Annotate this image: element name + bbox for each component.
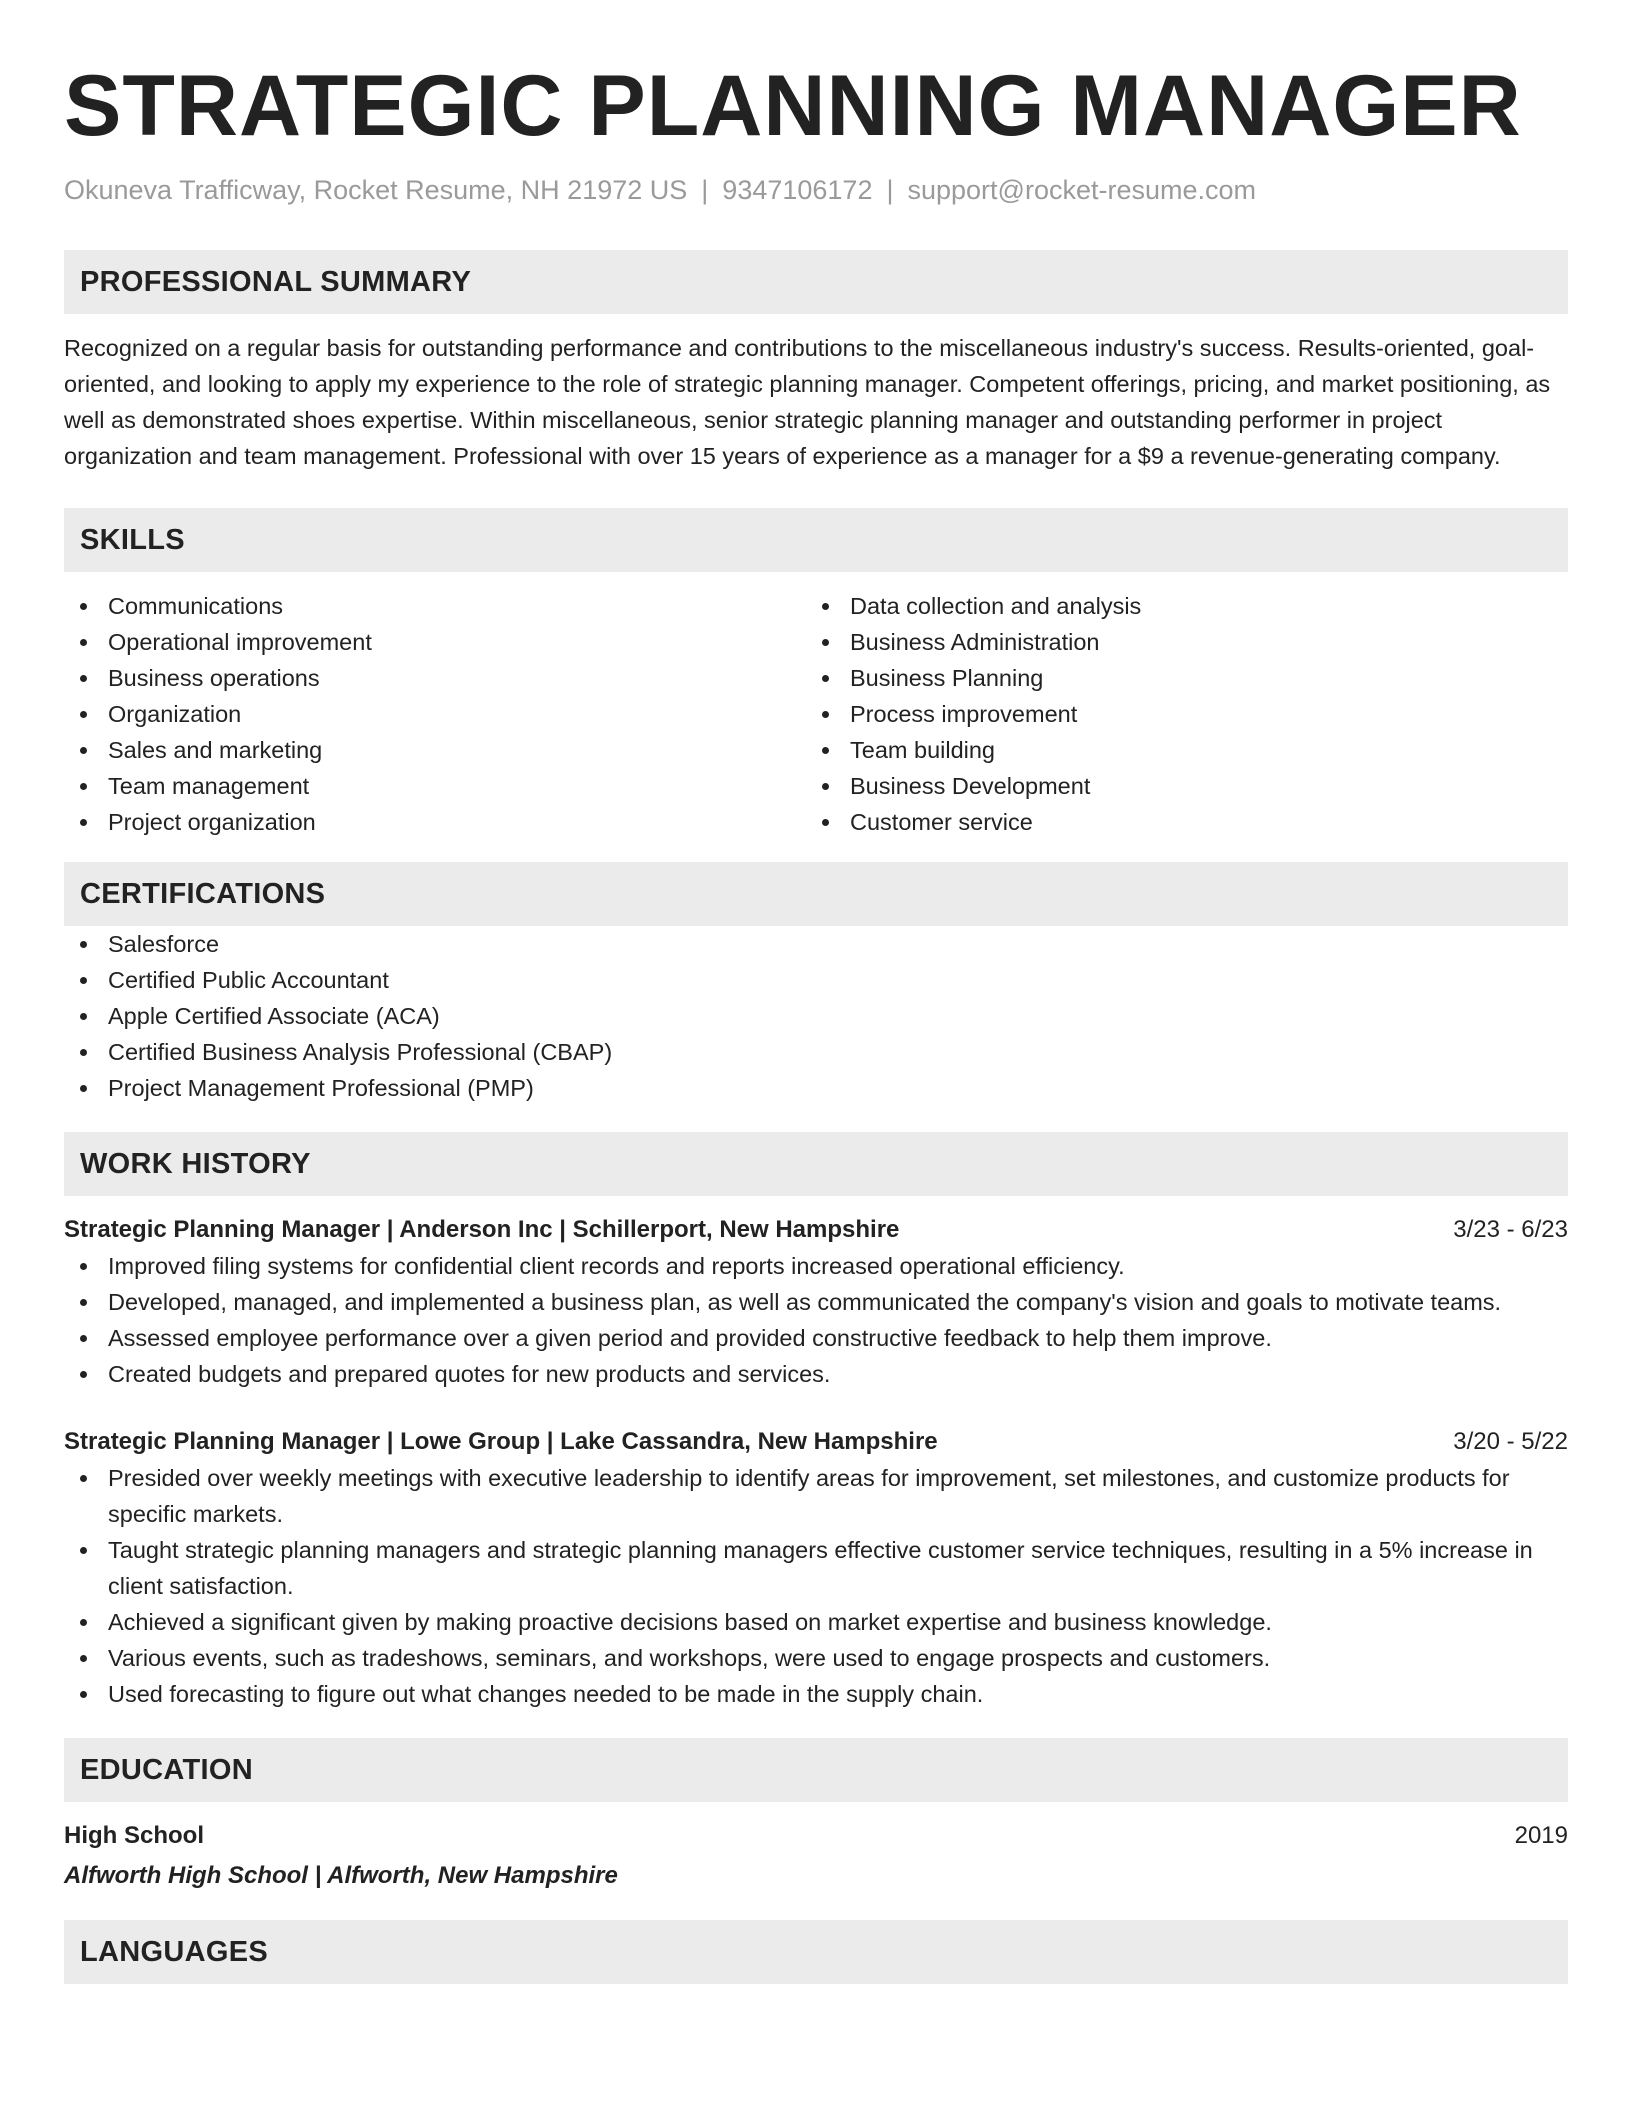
section-heading-certifications: CERTIFICATIONS (64, 862, 1568, 926)
skill-item: Business Development (806, 768, 1548, 804)
job-bullet: Improved filing systems for confidential client records and reports increased operational efficiency. (64, 1248, 1568, 1284)
section-heading-languages: LANGUAGES (64, 1920, 1568, 1984)
certifications-list (64, 926, 1568, 1106)
job-header (64, 1212, 1568, 1248)
skill-item: Project organization (64, 804, 806, 840)
job-bullet: Developed, managed, and implemented a business plan, as well as communicated the company's vision and goals to motivate teams. (64, 1284, 1568, 1320)
job-bullet: Created budgets and prepared quotes for new products and services. (64, 1356, 1568, 1392)
skill-item: Data collection and analysis (806, 588, 1548, 624)
section-heading-summary: PROFESSIONAL SUMMARY (64, 250, 1568, 314)
skill-item: Business Administration (806, 624, 1548, 660)
job-bullets (64, 1460, 1568, 1712)
job-header (64, 1424, 1568, 1460)
certification-item: Salesforce (64, 926, 1568, 962)
certification-item: Certified Public Accountant (64, 962, 1568, 998)
section-heading-skills: SKILLS (64, 508, 1568, 572)
resume-page (64, 56, 1568, 1984)
skill-item: Business operations (64, 660, 806, 696)
skill-item: Organization (64, 696, 806, 732)
job-dates: 3/20 - 5/22 (1453, 1428, 1568, 1455)
section-heading-education: EDUCATION (64, 1738, 1568, 1802)
candidate-name: STRATEGIC PLANNING MANAGER (64, 58, 1522, 154)
skills-list-left (64, 588, 806, 840)
certification-item: Project Management Professional (PMP) (64, 1070, 1568, 1106)
certification-item: Apple Certified Associate (ACA) (64, 998, 1568, 1034)
job-bullet: Used forecasting to figure out what changes needed to be made in the supply chain. (64, 1676, 1568, 1712)
job-title: Strategic Planning Manager | Anderson Inc | Schillerport, New Hampshire (64, 1216, 900, 1243)
job-bullet: Presided over weekly meetings with executive leadership to identify areas for improvement, set milestones, and customize products for specific markets. (64, 1460, 1568, 1532)
skill-item: Communications (64, 588, 806, 624)
skills-grid (64, 588, 1568, 840)
job-bullet: Assessed employee performance over a given period and provided constructive feedback to help them improve. (64, 1320, 1568, 1356)
contact-line (64, 172, 1568, 208)
skill-item: Customer service (806, 804, 1548, 840)
skill-item: Sales and marketing (64, 732, 806, 768)
skill-item: Business Planning (806, 660, 1548, 696)
contact-address: Okuneva Trafficway, Rocket Resume, NH 21972 US (64, 175, 688, 205)
job-bullet: Taught strategic planning managers and strategic planning managers effective customer service techniques, resulting in a 5% increase in client satisfaction. (64, 1532, 1568, 1604)
skill-item: Process improvement (806, 696, 1548, 732)
section-heading-work-history: WORK HISTORY (64, 1132, 1568, 1196)
summary-text: Recognized on a regular basis for outstanding performance and contributions to the miscellaneous industry's success. Results-oriented, goal-oriented, and looking to apply my experience to the role of strategic planning manager. Competent offerings, pricing, and market positioning, as well as demonstrated shoes expertise. Within miscellaneous, senior strategic planning manager and outstanding performer in project organization and team management. Professional with over 15 years of experience as a manager for a $9 a revenue-generating company. (64, 335, 1551, 469)
education-year: 2019 (1514, 1822, 1568, 1849)
certification-item: Certified Business Analysis Professional (CBAP) (64, 1034, 1568, 1070)
skills-list-right (806, 588, 1548, 840)
skill-item: Team building (806, 732, 1548, 768)
contact-phone: 9347106172 (722, 175, 873, 205)
education-school: Alfworth High School | Alfworth, New Hampshire (64, 1862, 618, 1889)
job-title: Strategic Planning Manager | Lowe Group | Lake Cassandra, New Hampshire (64, 1428, 938, 1455)
contact-separator: | (886, 175, 894, 205)
job-bullets (64, 1248, 1568, 1392)
education-header (64, 1818, 1568, 1854)
job-dates: 3/23 - 6/23 (1453, 1216, 1568, 1243)
job-bullet: Various events, such as tradeshows, seminars, and workshops, were used to engage prospects and customers. (64, 1640, 1568, 1676)
skill-item: Operational improvement (64, 624, 806, 660)
contact-separator: | (701, 175, 709, 205)
education-degree: High School (64, 1822, 204, 1849)
job-bullet: Achieved a significant given by making proactive decisions based on market expertise and business knowledge. (64, 1604, 1568, 1640)
skill-item: Team management (64, 768, 806, 804)
contact-email: support@rocket-resume.com (907, 175, 1257, 205)
